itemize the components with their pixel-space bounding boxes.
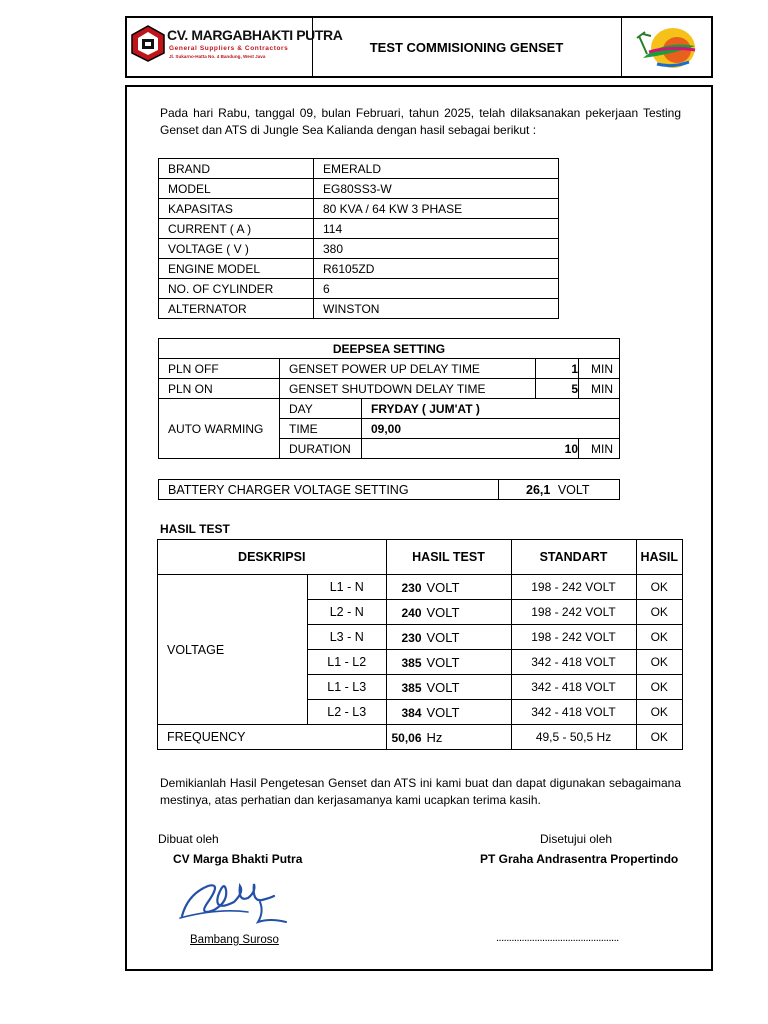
spec-value: EMERALD bbox=[314, 159, 559, 179]
test-unit: VOLT bbox=[426, 704, 460, 720]
spec-label: ENGINE MODEL bbox=[159, 259, 314, 279]
pln-on-unit: MIN bbox=[579, 379, 620, 399]
pln-off-unit: MIN bbox=[579, 359, 620, 379]
pln-off-desc: GENSET POWER UP DELAY TIME bbox=[280, 359, 536, 379]
test-value-cell bbox=[386, 650, 511, 675]
result-value: OK bbox=[636, 600, 683, 625]
spec-label: VOLTAGE ( V ) bbox=[159, 239, 314, 259]
test-value: 385 bbox=[401, 680, 422, 695]
voltage-label: VOLTAGE bbox=[158, 575, 308, 725]
approved-by-label: Disetujui oleh bbox=[540, 832, 613, 846]
spec-value: 6 bbox=[314, 279, 559, 299]
test-unit: VOLT bbox=[426, 679, 460, 695]
table-row bbox=[159, 239, 559, 259]
spec-label: NO. OF CYLINDER bbox=[159, 279, 314, 299]
table-row bbox=[159, 339, 620, 359]
phase-label: L1 - N bbox=[308, 575, 387, 600]
spec-value: 114 bbox=[314, 219, 559, 239]
deepsea-setting-table bbox=[158, 338, 620, 459]
spec-label: ALTERNATOR bbox=[159, 299, 314, 319]
test-unit: VOLT bbox=[426, 604, 460, 620]
spec-label: KAPASITAS bbox=[159, 199, 314, 219]
column-header: STANDART bbox=[511, 540, 636, 575]
battery-charger-table bbox=[158, 479, 620, 500]
battery-value: 26,1 bbox=[526, 482, 551, 497]
phase-label: L1 - L3 bbox=[308, 675, 387, 700]
spec-value: 80 KVA / 64 KW 3 PHASE bbox=[314, 199, 559, 219]
table-header-row bbox=[158, 540, 683, 575]
result-value: OK bbox=[636, 675, 683, 700]
approver-signature-line: ................................................ bbox=[496, 932, 619, 944]
table-row bbox=[159, 399, 620, 419]
hasil-test-heading: HASIL TEST bbox=[160, 522, 230, 536]
approved-by-company: PT Graha Andrasentra Propertindo bbox=[480, 852, 679, 866]
made-by-label: Dibuat oleh bbox=[158, 832, 219, 846]
pln-on-desc: GENSET SHUTDOWN DELAY TIME bbox=[280, 379, 536, 399]
table-row bbox=[159, 259, 559, 279]
time-label: TIME bbox=[280, 419, 362, 439]
jungle-sea-logo-icon bbox=[633, 24, 705, 72]
test-unit: VOLT bbox=[426, 654, 460, 670]
result-value: OK bbox=[636, 625, 683, 650]
column-header: DESKRIPSI bbox=[158, 540, 387, 575]
header-divider bbox=[621, 18, 622, 76]
spec-value: WINSTON bbox=[314, 299, 559, 319]
company-tagline: General Suppliers & Contractors bbox=[169, 45, 289, 52]
test-value-cell bbox=[386, 700, 511, 725]
deepsea-title: DEEPSEA SETTING bbox=[159, 339, 620, 359]
genset-spec-table bbox=[158, 158, 559, 319]
spec-label: CURRENT ( A ) bbox=[159, 219, 314, 239]
spec-value: EG80SS3-W bbox=[314, 179, 559, 199]
result-value: OK bbox=[636, 725, 683, 750]
test-unit: VOLT bbox=[426, 629, 460, 645]
standard-value: 342 - 418 VOLT bbox=[511, 700, 636, 725]
spec-value: R6105ZD bbox=[314, 259, 559, 279]
standard-value: 198 - 242 VOLT bbox=[511, 600, 636, 625]
test-unit: VOLT bbox=[426, 579, 460, 595]
battery-unit: VOLT bbox=[557, 482, 590, 497]
standard-value: 198 - 242 VOLT bbox=[511, 625, 636, 650]
standard-value: 198 - 242 VOLT bbox=[511, 575, 636, 600]
pln-off-label: PLN OFF bbox=[159, 359, 280, 379]
result-value: OK bbox=[636, 700, 683, 725]
signature-icon bbox=[178, 872, 290, 928]
duration-label: DURATION bbox=[280, 439, 362, 459]
standard-value: 342 - 418 VOLT bbox=[511, 675, 636, 700]
document-title: TEST COMMISIONING GENSET bbox=[369, 40, 564, 55]
table-row bbox=[159, 279, 559, 299]
spec-value: 380 bbox=[314, 239, 559, 259]
frequency-label: FREQUENCY bbox=[158, 725, 387, 750]
table-row bbox=[159, 379, 620, 399]
table-row bbox=[159, 359, 620, 379]
phase-label: L3 - N bbox=[308, 625, 387, 650]
day-value: FRYDAY ( JUM'AT ) bbox=[362, 399, 620, 419]
test-value-cell bbox=[386, 600, 511, 625]
time-value: 09,00 bbox=[362, 419, 620, 439]
test-unit: Hz bbox=[426, 729, 443, 745]
hasil-test-table bbox=[157, 539, 683, 750]
day-label: DAY bbox=[280, 399, 362, 419]
company-address: Jl. Sukarno-Hatta No. 4 Bandung, West Java bbox=[169, 54, 266, 59]
column-header: HASIL TEST bbox=[386, 540, 511, 575]
spec-label: MODEL bbox=[159, 179, 314, 199]
table-row bbox=[159, 480, 620, 500]
signer-name: Bambang Suroso bbox=[190, 934, 279, 946]
column-header: HASIL bbox=[636, 540, 683, 575]
test-value-cell bbox=[386, 675, 511, 700]
test-value: 385 bbox=[401, 655, 422, 670]
test-value-cell bbox=[386, 625, 511, 650]
test-value-cell bbox=[386, 575, 511, 600]
result-value: OK bbox=[636, 575, 683, 600]
duration-unit: MIN bbox=[579, 439, 620, 459]
header-divider bbox=[312, 18, 313, 76]
table-row bbox=[158, 725, 683, 750]
closing-paragraph: Demikianlah Hasil Pengetesan Genset dan ATS ini kami buat dan dapat digunakan sebagaimana mestinya, atas perhatian dan kerjasamanya kami ucapkan terima kasih. bbox=[160, 776, 681, 807]
table-row bbox=[158, 575, 683, 600]
pln-on-value: 5 bbox=[536, 379, 579, 399]
phase-label: L2 - N bbox=[308, 600, 387, 625]
test-value: 384 bbox=[401, 705, 422, 720]
duration-value: 10 bbox=[536, 439, 579, 459]
intro-paragraph: Pada hari Rabu, tanggal 09, bulan Februari, tahun 2025, telah dilaksanakan pekerjaan Testing Genset dan ATS di Jungle Sea Kalianda dengan hasil sebagai berikut : bbox=[160, 106, 681, 137]
standard-value: 342 - 418 VOLT bbox=[511, 650, 636, 675]
test-value: 50,06 bbox=[391, 730, 422, 745]
result-value: OK bbox=[636, 650, 683, 675]
made-by-company: CV Marga Bhakti Putra bbox=[173, 852, 303, 866]
table-row bbox=[159, 159, 559, 179]
test-value: 230 bbox=[401, 580, 422, 595]
spec-label: BRAND bbox=[159, 159, 314, 179]
phase-label: L2 - L3 bbox=[308, 700, 387, 725]
company-logo-icon bbox=[130, 24, 166, 62]
table-row bbox=[159, 199, 559, 219]
auto-warming-label: AUTO WARMING bbox=[159, 399, 280, 459]
phase-label: L1 - L2 bbox=[308, 650, 387, 675]
table-row bbox=[159, 179, 559, 199]
pln-off-value: 1 bbox=[536, 359, 579, 379]
company-name: CV. MARGABHAKTI PUTRA bbox=[167, 27, 343, 43]
table-row bbox=[159, 219, 559, 239]
document-header bbox=[125, 16, 713, 78]
test-value: 240 bbox=[401, 605, 422, 620]
standard-value: 49,5 - 50,5 Hz bbox=[511, 725, 636, 750]
test-value-cell bbox=[386, 725, 511, 750]
table-row bbox=[159, 299, 559, 319]
test-value: 230 bbox=[401, 630, 422, 645]
pln-on-label: PLN ON bbox=[159, 379, 280, 399]
battery-label: BATTERY CHARGER VOLTAGE SETTING bbox=[159, 480, 499, 500]
